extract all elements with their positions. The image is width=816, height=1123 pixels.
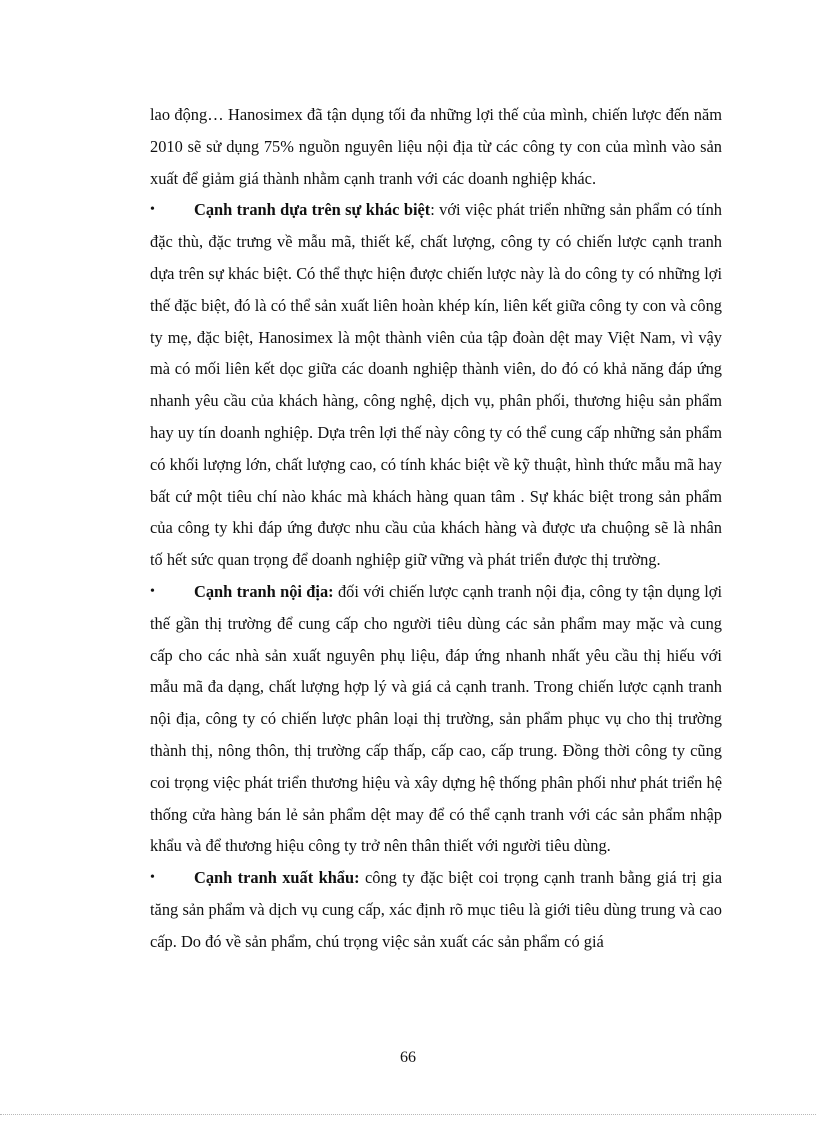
intro-paragraph: lao động… Hanosimex đã tận dụng tối đa những lợi thế của mình, chiến lược đến năm 2010 sẽ sử dụng 75% nguồn nguyên liệu nội địa từ các công ty con của mình vào sản xuất để giảm giá thành nhằm cạnh tranh với các doanh nghiệp khác. (150, 105, 722, 188)
document-body (150, 99, 722, 958)
page-bottom-divider (0, 1114, 816, 1115)
section-heading-export: Cạnh tranh xuất khẩu: (194, 868, 360, 888)
section-body-export: công ty đặc biệt coi trọng cạnh tranh bằng giá trị gia tăng sản phẩm và dịch vụ cung cấp, xác định rõ mục tiêu là giới tiêu dùng trung và cao cấp. Do đó về sản phẩm, chú trọng việc sản xuất các sản phẩm có giá (150, 868, 723, 951)
bullet-icon: • (150, 202, 155, 218)
bullet-paragraph-differentiation (150, 194, 722, 576)
page-number: 66 (400, 1049, 416, 1066)
section-heading-domestic: Cạnh tranh nội địa: (194, 581, 334, 601)
bullet-icon: • (150, 583, 155, 599)
section-body-domestic: đối với chiến lược cạnh tranh nội địa, công ty tận dụng lợi thế gần thị trường để cung cấp cho người tiêu dùng các sản phẩm may mặc và cung cấp cho các nhà sản xuất nguyên phụ liệu, đáp ứng nhanh nhất yêu cầu thị hiếu với mẫu mã đa dạng, chất lượng hợp lý và giá cả cạnh tranh. Trong chiến lược cạnh tranh nội địa, công ty có chiến lược phân loại thị trường, sản phẩm phục vụ cho thị trường thành thị, nông thôn, thị trường cấp thấp, cấp cao, cấp trung. Đồng thời công ty cũng coi trọng việc phát triển thương hiệu và xây dựng hệ thống phân phối như phát triển hệ thống cửa hàng bán lẻ sản phẩm dệt may để có thể cạnh tranh với các sản phẩm nhập khẩu và để thương hiệu công ty trở nên thân thiết với người tiêu dùng. (150, 581, 722, 856)
bullet-paragraph-export (150, 862, 722, 957)
section-heading-differentiation: Cạnh tranh dựa trên sự khác biệt (194, 200, 431, 220)
bullet-paragraph-domestic (150, 576, 722, 862)
bullet-icon: • (150, 870, 155, 886)
section-body-differentiation: : với việc phát triển những sản phẩm có tính đặc thù, đặc trưng về mẫu mã, thiết kế, chất lượng, công ty có chiến lược cạnh tranh dựa trên sự khác biệt. Có thể thực hiện được chiến lược này là do công ty có những lợi thế đặc biệt, đó là có thể sản xuất liên hoàn khép kín, liên kết giữa công ty con và công ty mẹ, đặc biệt, Hanosimex là một thành viên của tập đoàn dệt may Việt Nam, vì vậy mà có mối liên kết dọc giữa các doanh nghiệp thành viên, do đó có khả năng đáp ứng nhanh yêu cầu của khách hàng, công nghệ, dịch vụ, phân phối, thương hiệu sản phẩm hay uy tín doanh nghiệp. Dựa trên lợi thế này công ty có thể cung cấp những sản phẩm có khối lượng lớn, chất lượng cao, có tính khác biệt về kỹ thuật, hình thức mẫu mã hay bất cứ một tiêu chí nào khác mà khách hàng quan tâm . Sự khác biệt trong sản phẩm của công ty khi đáp ứng được nhu cầu của khách hàng và được ưa chuộng sẽ là nhân tố hết sức quan trọng để doanh nghiệp giữ vững và phát triển được thị trường. (150, 200, 722, 570)
